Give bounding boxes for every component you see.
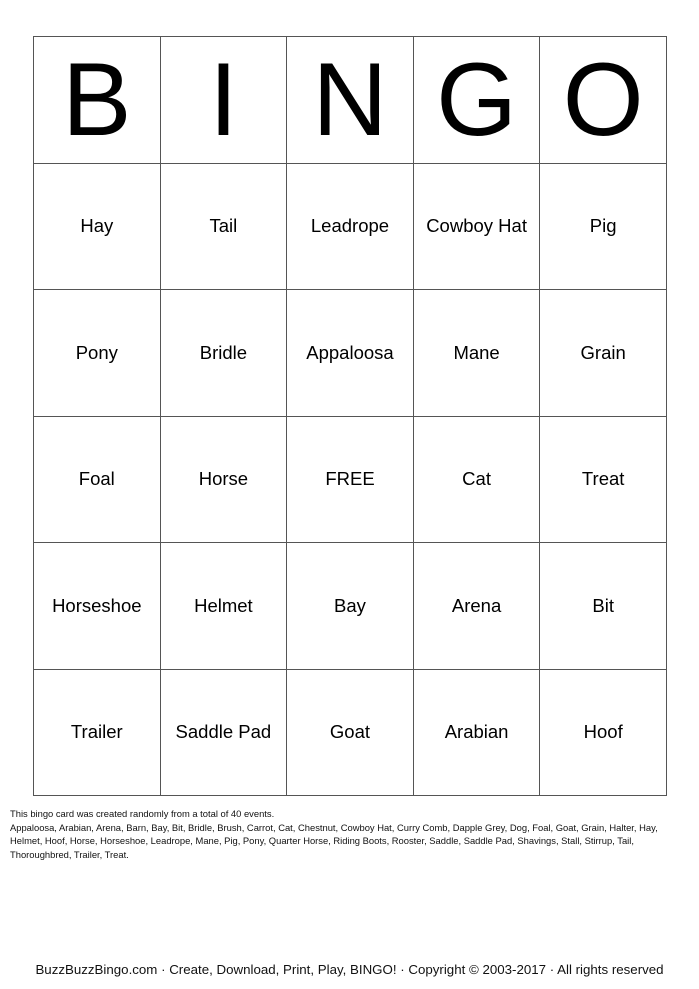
bingo-cell: Pig xyxy=(540,163,667,290)
footer-copyright: BuzzBuzzBingo.com · Create, Download, Print, Play, BINGO! · Copyright © 2003-2017 · All rights reserved xyxy=(35,962,664,977)
card-info-summary: This bingo card was created randomly from a total of 40 events. xyxy=(10,808,275,819)
bingo-cell: Appaloosa xyxy=(287,290,414,417)
bingo-cell: Hay xyxy=(34,163,161,290)
bingo-cell: Trailer xyxy=(34,669,161,796)
bingo-cell: Horse xyxy=(160,416,287,543)
card-info xyxy=(10,807,690,861)
bingo-header-row xyxy=(34,37,667,164)
bingo-cell: Bridle xyxy=(160,290,287,417)
bingo-row xyxy=(34,416,667,543)
bingo-row xyxy=(34,163,667,290)
bingo-cell: Tail xyxy=(160,163,287,290)
bingo-cell: Mane xyxy=(413,290,540,417)
header-letter-n: N xyxy=(287,37,414,164)
free-space-cell: FREE xyxy=(287,416,414,543)
header-letter-o: O xyxy=(540,37,667,164)
bingo-cell: Saddle Pad xyxy=(160,669,287,796)
bingo-cell: Helmet xyxy=(160,543,287,670)
bingo-cell: Arena xyxy=(413,543,540,670)
bingo-row xyxy=(34,543,667,670)
bingo-cell: Arabian xyxy=(413,669,540,796)
bingo-cell: Leadrope xyxy=(287,163,414,290)
header-letter-b: B xyxy=(34,37,161,164)
header-letter-i: I xyxy=(160,37,287,164)
bingo-cell: Horseshoe xyxy=(34,543,161,670)
header-letter-g: G xyxy=(413,37,540,164)
bingo-cell: Bay xyxy=(287,543,414,670)
bingo-cell: Bit xyxy=(540,543,667,670)
bingo-row xyxy=(34,290,667,417)
bingo-cell: Foal xyxy=(34,416,161,543)
bingo-cell: Hoof xyxy=(540,669,667,796)
bingo-card xyxy=(33,36,667,796)
bingo-cell: Treat xyxy=(540,416,667,543)
bingo-cell: Pony xyxy=(34,290,161,417)
bingo-cell: Grain xyxy=(540,290,667,417)
bingo-cell: Goat xyxy=(287,669,414,796)
bingo-row xyxy=(34,669,667,796)
bingo-cell: Cat xyxy=(413,416,540,543)
card-info-event-list: Appaloosa, Arabian, Arena, Barn, Bay, Bit, Bridle, Brush, Carrot, Cat, Chestnut, Cowboy Hat, Curry Comb, Dapple Grey, Dog, Foal, Goat, Grain, Halter, Hay, Helmet, Hoof, Horse, Horseshoe, Leadrope, Mane, Pig, Pony, Quarter Horse, Riding Boots, Rooster, Saddle, Saddle Pad, Shavings, Stall, Stirrup, Tail, Thoroughbred, Trailer, Treat. xyxy=(10,821,658,860)
bingo-cell: Cowboy Hat xyxy=(413,163,540,290)
